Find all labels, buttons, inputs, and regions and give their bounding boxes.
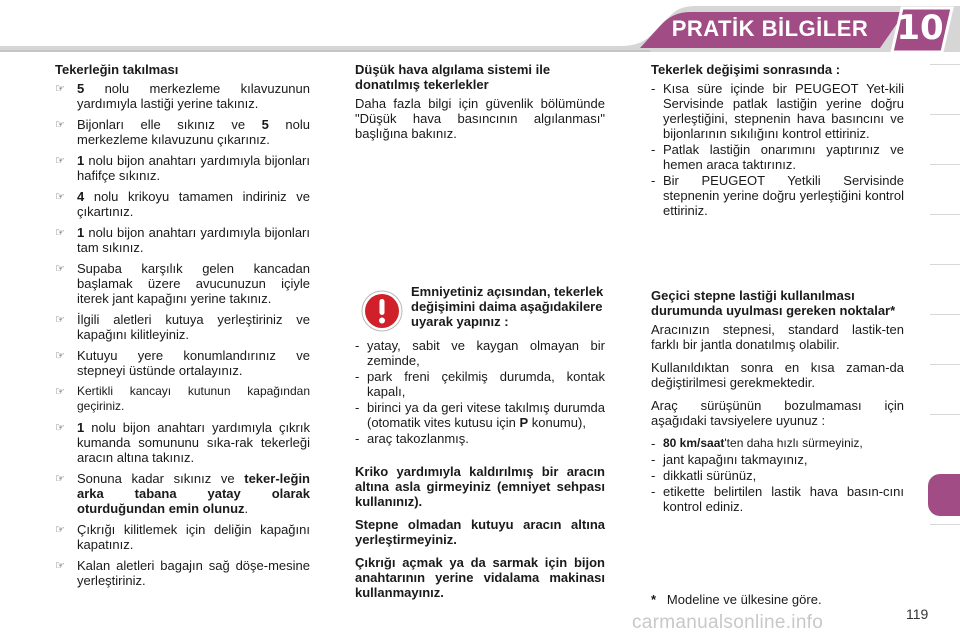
pointer-icon: ☞	[55, 385, 65, 398]
list-item: ☞ 1 nolu bijon anahtarı yardımıyla bijonları hafifçe sıkınız.	[55, 153, 310, 183]
column-pressure-and-safety	[355, 62, 605, 608]
page-number: 119	[906, 606, 929, 622]
list-item: ☞ 1 nolu bijon anahtarı yardımıyla bijonları tam sıkınız.	[55, 225, 310, 255]
list-item: ☞ Bijonları elle sıkınız ve 5 nolu merkezleme kılavuzunu çıkarınız.	[55, 117, 310, 147]
list-item: ☞ İlgili aletleri kutuya yerleştiriniz ve kapağını kilitleyiniz.	[55, 312, 310, 342]
pointer-icon: ☞	[55, 82, 65, 95]
pointer-icon: ☞	[55, 559, 65, 572]
list-item: - Bir PEUGEOT Yetkili Servisinde stepnenin yerine doğru yerleştiğini kontrol ettiriniz.	[651, 173, 904, 218]
section-heading: Tekerlek değişimi sonrasında :	[651, 62, 841, 77]
chapter-tab[interactable]	[930, 314, 960, 365]
pointer-icon: ☞	[55, 313, 65, 326]
pointer-icon: ☞	[55, 262, 65, 275]
list-item: - yatay, sabit ve kaygan olmayan bir zeminde,	[355, 338, 605, 368]
footnote: * Modeline ve ülkesine göre.	[651, 592, 822, 607]
warning-box	[355, 284, 605, 332]
list-item: ☞ Kutuyu yere konumlandırınız ve stepneyi üstünde ortalayınız.	[55, 348, 310, 378]
section-heading: Geçici stepne lastiği kullanılması durumunda uyulması gereken noktalar*	[651, 288, 896, 318]
chapter-tab[interactable]	[930, 414, 960, 465]
list-item: ☞ 4 nolu krikoyu tamamen indiriniz ve çıkartınız.	[55, 189, 310, 219]
warning-title: Emniyetiniz açısından, tekerlek değişimini daima aşağıdakilere uyarak yapınız :	[411, 284, 604, 329]
chapter-header	[0, 0, 960, 60]
paragraph: Daha fazla bilgi için güvenlik bölümünde "Düşük hava basıncının algılanması" başlığına bakınız.	[355, 96, 605, 141]
pointer-icon: ☞	[55, 349, 65, 362]
warning-paragraph: Kriko yardımıyla kaldırılmış bir aracın altına asla girmeyiniz (emniyet sehpası kullanınız).	[355, 464, 605, 509]
chapter-title: PRATİK BİLGİLER	[671, 16, 869, 41]
section-heading: Tekerleğin takılması	[55, 62, 179, 77]
column-after-change	[651, 62, 904, 515]
list-item: ☞ 5 nolu merkezleme kılavuzunun yardımıyla lastiği yerine takınız.	[55, 81, 310, 111]
pointer-icon: ☞	[55, 154, 65, 167]
list-item: - etikette belirtilen lastik hava basın-cını kontrol ediniz.	[651, 484, 904, 514]
list-item: - Patlak lastiğin onarımını yaptırınız ve hemen araca taktırınız.	[651, 142, 904, 172]
list-item: - jant kapağını takmayınız,	[651, 452, 808, 467]
chapter-tab[interactable]	[930, 114, 960, 165]
warning-paragraph: Stepne olmadan kutuyu aracın altına yerleştirmeyiniz.	[355, 517, 605, 547]
chapter-number: 10	[896, 8, 944, 48]
pointer-icon: ☞	[55, 421, 65, 434]
list-item: - dikkatli sürünüz,	[651, 468, 757, 483]
paragraph: Kullanıldıktan sonra en kısa zaman-da değiştirilmesi gerekmektedir.	[651, 360, 904, 390]
paragraph: Aracınızın stepnesi, standard lastik-ten farklı bir jantla donatılmış olabilir.	[651, 322, 904, 352]
chapter-tabs	[926, 64, 960, 584]
warning-exclamation-icon	[361, 290, 403, 332]
list-item: ☞ Kalan aletleri bagajın sağ döşe-mesine yerleştiriniz.	[55, 558, 310, 588]
list-item: ☞ 1 nolu bijon anahtarı yardımıyla çıkrık kumanda somununu sıka-rak tekerleği aracın altına takınız.	[55, 420, 310, 465]
chapter-tab[interactable]	[930, 64, 960, 115]
pointer-icon: ☞	[55, 118, 65, 131]
warning-paragraph: Çıkrığı açmak ya da sarmak için bijon anahtarının yerine vidalama makinası kullanmayınız.	[355, 555, 605, 600]
pointer-icon: ☞	[55, 190, 65, 203]
chapter-tab[interactable]	[930, 364, 960, 415]
list-item: ☞ Supaba karşılık gelen kancadan başlamak üzere avucunuzun içiyle iterek jant kapağını yerine takınız.	[55, 261, 310, 306]
section-heading: Düşük hava algılama sistemi ile donatılmış tekerlekler	[355, 62, 551, 92]
list-item: - park freni çekilmiş durumda, kontak kapalı,	[355, 369, 605, 399]
chapter-tab[interactable]	[930, 164, 960, 215]
pointer-icon: ☞	[55, 226, 65, 239]
chapter-tab-active[interactable]	[928, 474, 960, 516]
watermark: carmanualsonline.info	[632, 612, 824, 633]
list-item: ☞ Kertikli kancayı kutunun kapağından geçiriniz.	[55, 384, 310, 413]
list-item: - araç takozlanmış.	[355, 431, 469, 446]
pointer-icon: ☞	[55, 523, 65, 536]
column-tire-fitting	[55, 62, 310, 594]
paragraph: Araç sürüşünün bozulmaması için aşağıdaki tavsiyelere uyunuz :	[651, 398, 904, 428]
list-item: ☞ Sonuna kadar sıkınız ve teker-leğin arka tabana yatay olarak oturduğundan emin olunuz.	[55, 471, 310, 516]
chapter-tab[interactable]	[930, 524, 960, 575]
list-item: - birinci ya da geri vitese takılmış durumda (otomatik vites kutusu için P konumu),	[355, 400, 605, 430]
chapter-tab[interactable]	[930, 264, 960, 315]
pointer-icon: ☞	[55, 472, 65, 485]
list-item: - 80 km/saat'ten daha hızlı sürmeyiniz,	[651, 436, 863, 451]
list-item: ☞ Çıkrığı kilitlemek için deliğin kapağını kapatınız.	[55, 522, 310, 552]
list-item: - Kısa süre içinde bir PEUGEOT Yet-kili Servisinde patlak lastiğin yerine doğru yerleştiğini, stepnenin hava basıncını ve bijonlarının sıkılığını kontrol ettiriniz.	[651, 81, 904, 141]
chapter-tab[interactable]	[930, 214, 960, 265]
